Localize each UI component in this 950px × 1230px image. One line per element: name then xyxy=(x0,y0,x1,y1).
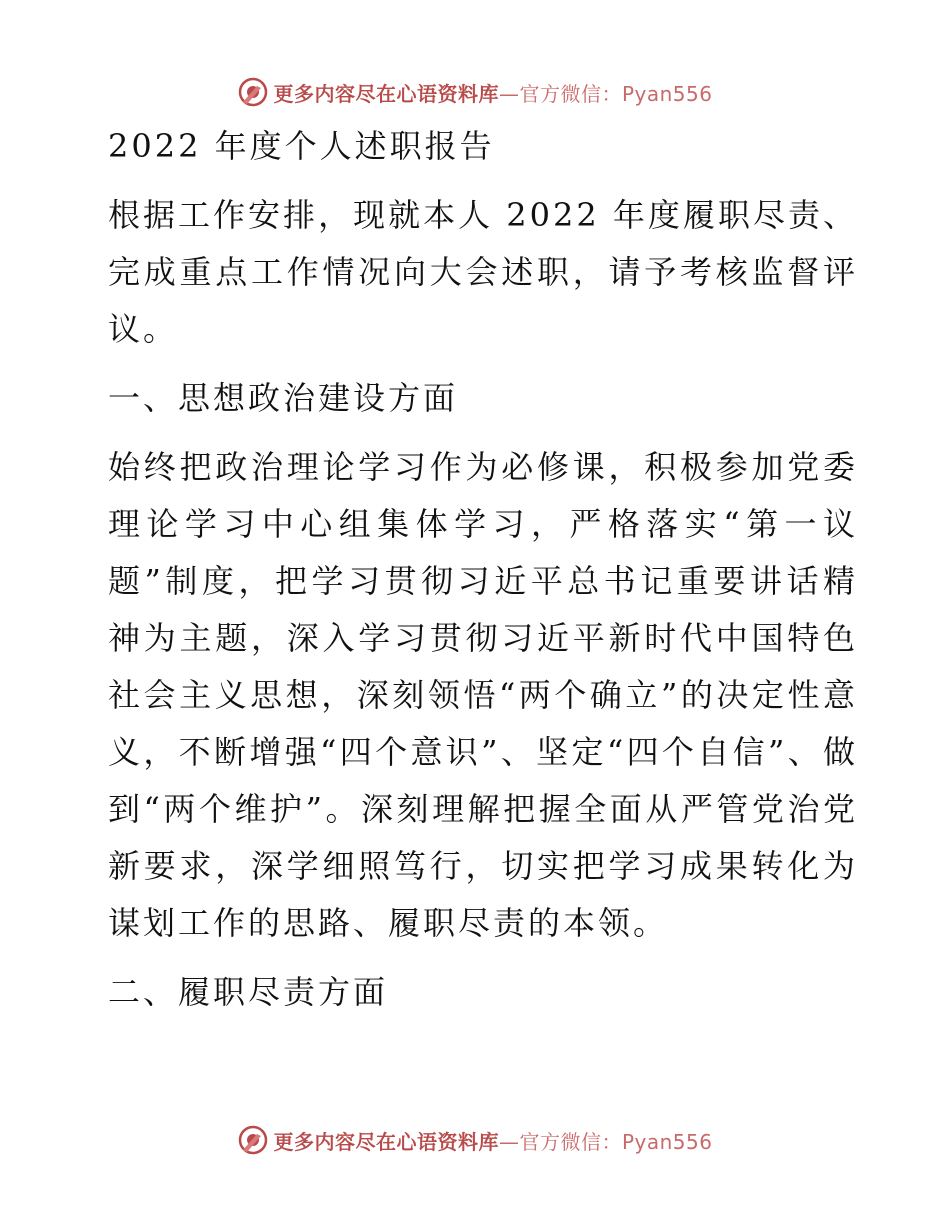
banner-rest: —官方微信：Pyan556 xyxy=(498,1129,713,1154)
pen-logo-icon xyxy=(237,76,269,108)
intro-paragraph: 根据工作安排，现就本人 2022 年度履职尽责、完成重点工作情况向大会述职，请予考核监督评议。 xyxy=(108,196,858,348)
section-heading-2: 二、履职尽责方面 xyxy=(108,973,389,1011)
banner-rest: —官方微信：Pyan556 xyxy=(498,81,713,106)
header-banner xyxy=(0,72,950,112)
banner-strong: 更多内容尽在心语资料库 xyxy=(273,1129,499,1154)
section-heading-1: 一、思想政治建设方面 xyxy=(108,379,459,417)
section-body-1: 始终把政治理论学习作为必修课，积极参加党委理论学习中心组集体学习，严格落实“第一议题”制度，把学习贯彻习近平总书记重要讲话精神为主题，深入学习贯彻习近平新时代中国特色社会主义思想，深刻领悟“两个确立”的决定性意义，不断增强“四个意识”、坚定“四个自信”、做到“两个维护”。深刻理解把握全面从严管党治党新要求，深学细照笃行，切实把学习成果转化为谋划工作的思路、履职尽责的本领。 xyxy=(108,448,858,942)
footer-banner xyxy=(0,1120,950,1160)
banner-strong: 更多内容尽在心语资料库 xyxy=(273,81,499,106)
document-title: 2022 年度个人述职报告 xyxy=(108,127,495,165)
pen-logo-icon xyxy=(237,1124,269,1156)
banner-text xyxy=(273,1126,712,1155)
banner-text xyxy=(273,78,712,107)
document-body xyxy=(98,118,858,1033)
